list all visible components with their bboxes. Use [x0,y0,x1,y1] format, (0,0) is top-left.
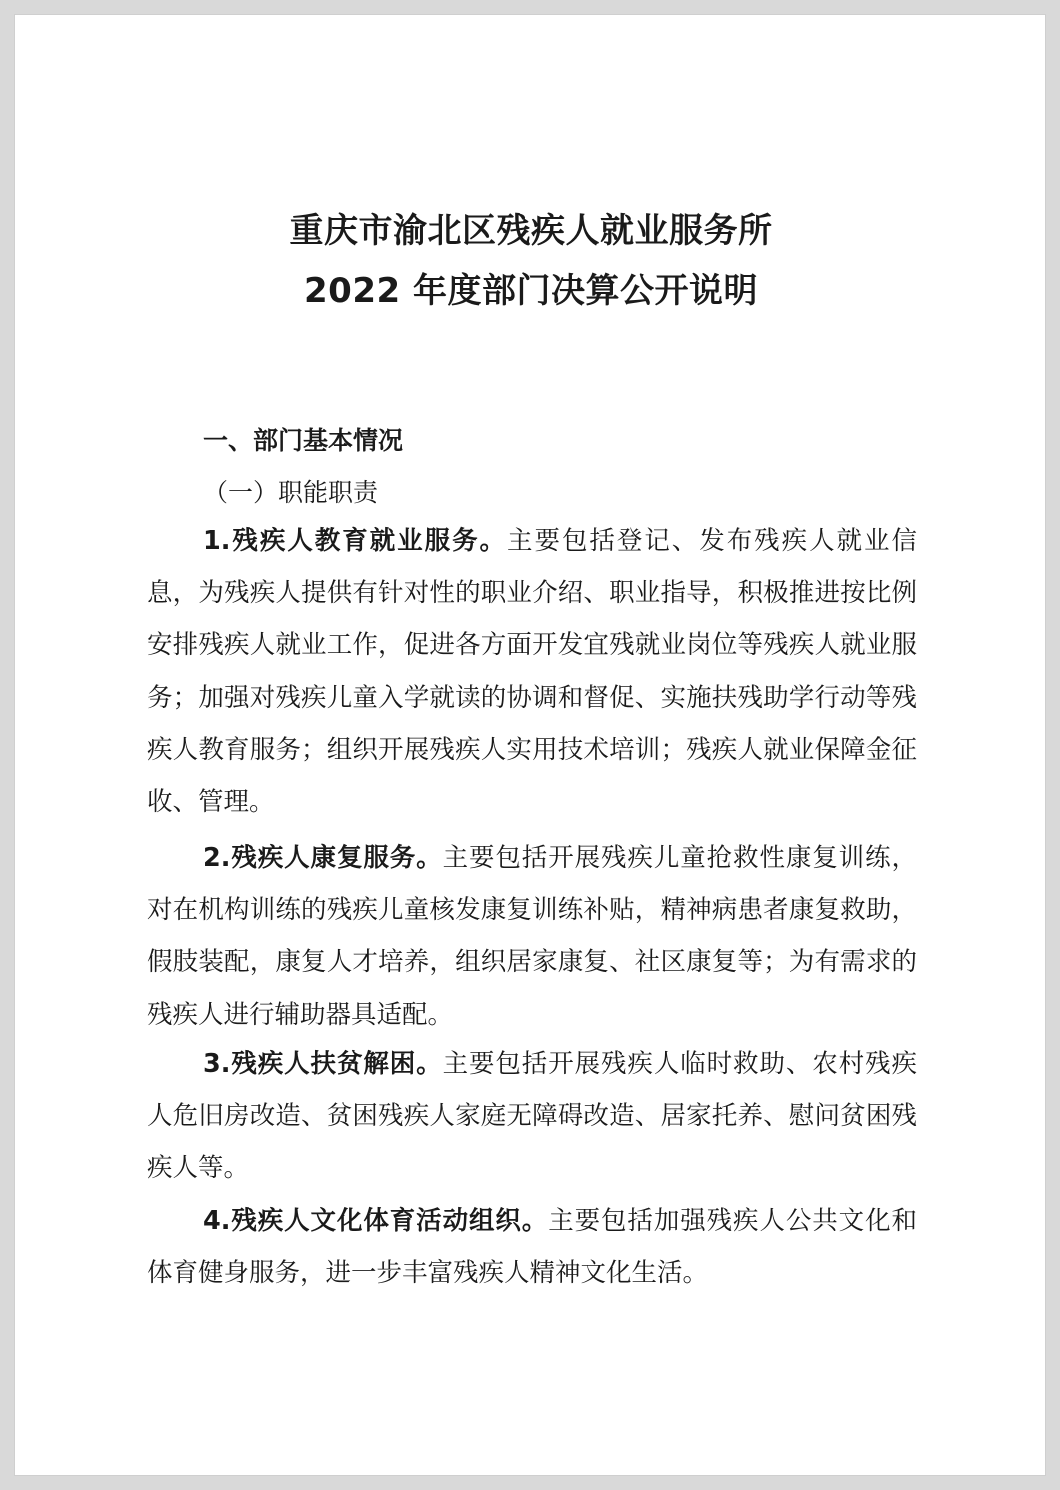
paragraph-lead: 2.残疾人康复服务。 [203,843,443,873]
paragraph-item-2 [147,832,917,1041]
paragraph-lead: 3.残疾人扶贫解困。 [203,1049,443,1079]
paragraph-item-4 [147,1195,917,1299]
paragraph-body: 主要包括开展残疾人临时救助、农村残疾人危旧房改造、贫困残疾人家庭无障碍改造、居家托养、慰问贫困残疾人等。 [147,1049,917,1184]
paragraph-body: 主要包括加强残疾人公共文化和体育健身服务，进一步丰富残疾人精神文化生活。 [147,1206,917,1289]
paragraph-item-3 [147,1038,917,1195]
paragraph-body: 主要包括登记、发布残疾人就业信息，为残疾人提供有针对性的职业介绍、职业指导，积极推进按比例安排残疾人就业工作，促进各方面开发宜残就业岗位等残疾人就业服务；加强对残疾儿童入学就读的协调和督促、实施扶残助学行动等残疾人教育服务；组织开展残疾人实用技术培训；残疾人就业保障金征收、管理。 [147,526,917,818]
document-title-line1: 重庆市渝北区残疾人就业服务所 [289,211,773,251]
subsection-heading: （一）职能职责 [203,478,379,507]
paragraph-lead: 1.残疾人教育就业服务。 [203,526,508,556]
document-title-line2: 2022 年度部门决算公开说明 [304,271,758,311]
paragraph-lead: 4.残疾人文化体育活动组织。 [203,1206,549,1236]
section-heading: 一、部门基本情况 [203,426,404,455]
document-page [14,14,1046,1476]
paragraph-body: 主要包括开展残疾儿童抢救性康复训练，对在机构训练的残疾儿童核发康复训练补贴，精神病患者康复救助，假肢装配，康复人才培养，组织居家康复、社区康复等；为有需求的残疾人进行辅助器具适配。 [147,843,917,1030]
paragraph-item-1 [147,515,917,828]
